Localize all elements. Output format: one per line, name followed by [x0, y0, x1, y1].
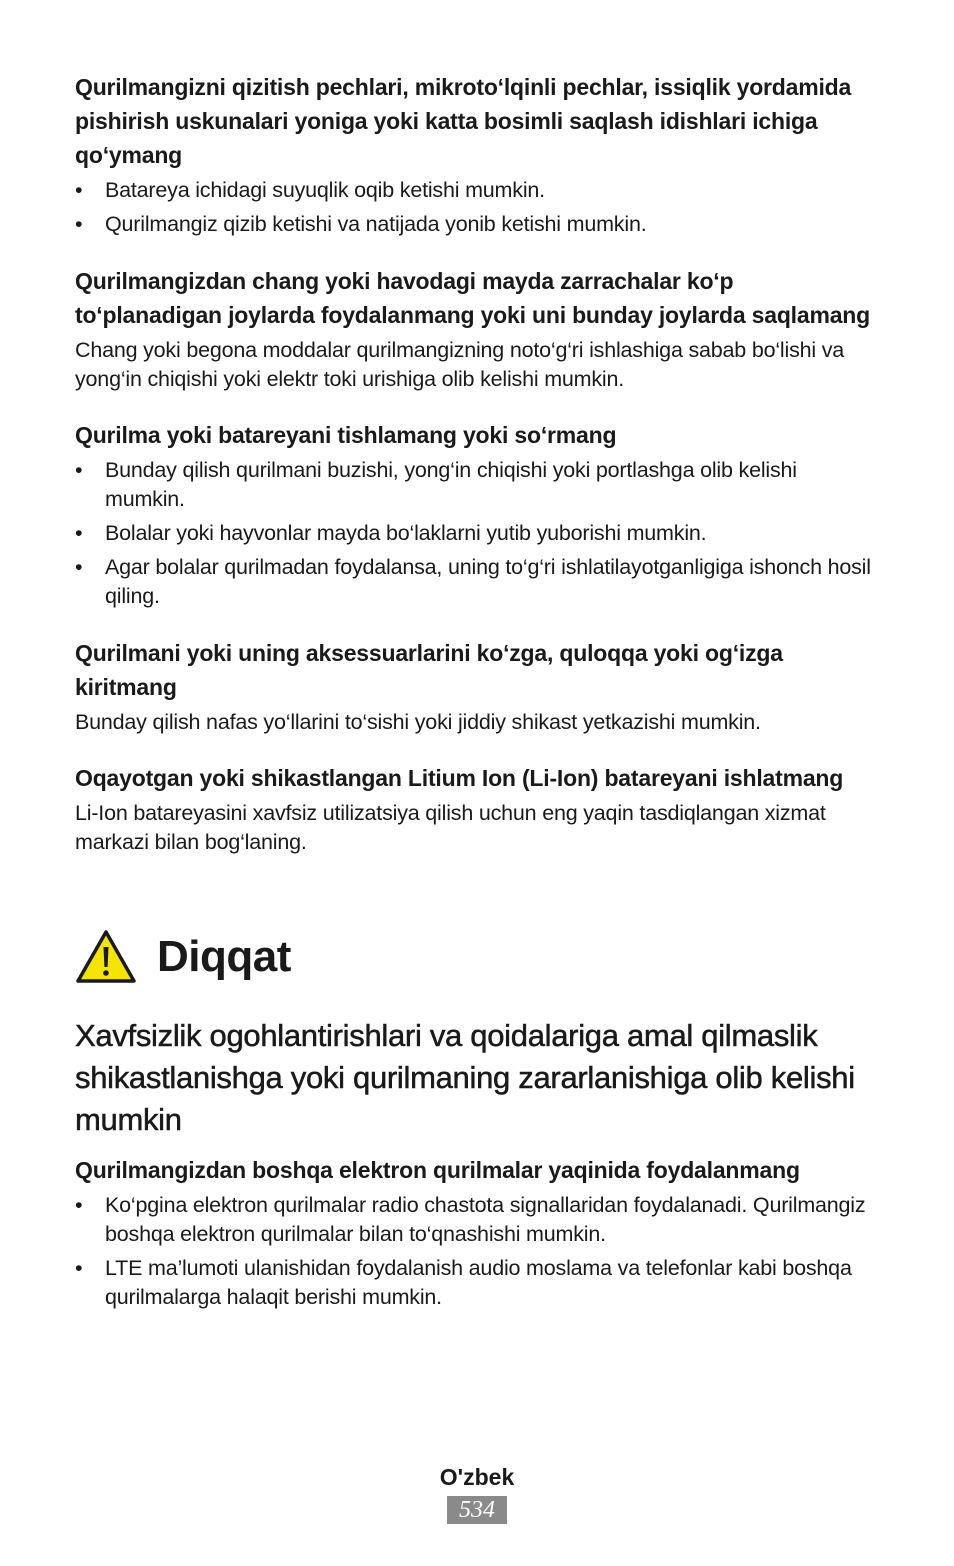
- section-heading: Qurilmangizdan chang yoki havodagi mayda zarrachalar ko‘p to‘planadigan joylarda foydalanmang yoki uni bunday joylarda saqlamang: [75, 268, 870, 328]
- section-text: Chang yoki begona moddalar qurilmangizning noto‘g‘ri ishlashiga sabab bo‘lishi va yong‘in chiqishi yoki elektr toki urishiga olib kelishi mumkin.: [75, 338, 845, 391]
- list-item: [75, 1254, 875, 1312]
- page-footer: [0, 1462, 954, 1524]
- warning-triangle-icon: [75, 929, 137, 985]
- list-item-text: Qurilmangiz qizib ketishi va natijada yonib ketishi mumkin.: [105, 212, 647, 236]
- bullet-marker: •: [75, 1193, 83, 1217]
- list-item: [75, 519, 875, 548]
- bullet-marker: •: [75, 178, 83, 202]
- list-item: [75, 176, 875, 205]
- list-item-text: Batareya ichidagi suyuqlik oqib ketishi mumkin.: [105, 178, 545, 202]
- list-item-text: LTE ma’lumoti ulanishidan foydalanish audio moslama va telefonlar kabi boshqa qurilmalarga halaqit berishi mumkin.: [105, 1256, 852, 1309]
- section-heading: Qurilmani yoki uning aksessuarlarini ko‘zga, quloqqa yoki og‘izga kiritmang: [75, 640, 783, 700]
- page-content: [75, 70, 875, 1317]
- list-item-text: Ko‘pgina elektron qurilmalar radio chastota signallaridan foydalanadi. Qurilmangiz boshqa elektron qurilmalar bilan to‘qnashishi mumkin.: [105, 1193, 866, 1246]
- list-item: [75, 1191, 875, 1249]
- bullet-marker: •: [75, 458, 83, 482]
- list-item-text: Bunday qilish qurilmani buzishi, yong‘in chiqishi yoki portlashga olib kelishi mumkin.: [105, 458, 797, 511]
- bullet-marker: •: [75, 555, 83, 579]
- section-heading: Qurilma yoki batareyani tishlamang yoki so‘rmang: [75, 422, 617, 448]
- list-item: [75, 553, 875, 611]
- list-item-text: Agar bolalar qurilmadan foydalansa, uning to‘g‘ri ishlatilayotganligiga ishonch hosil qiling.: [105, 555, 871, 608]
- list-item: [75, 210, 875, 239]
- bullet-marker: •: [75, 212, 83, 236]
- caution-subtitle: Xavfsizlik ogohlantirishlari va qoidalariga amal qilmaslik shikastlanishga yoki qurilmaning zararlanishiga olib kelishi mumkin: [75, 1018, 855, 1137]
- bullet-marker: •: [75, 521, 83, 545]
- bullet-marker: •: [75, 1256, 83, 1280]
- caution-header: [75, 917, 875, 997]
- bullet-list: [75, 1191, 875, 1312]
- page-number: 534: [447, 1496, 507, 1524]
- footer-language: O'zbek: [439, 1464, 515, 1490]
- list-item-text: Bolalar yoki hayvonlar mayda bo‘laklarni yutib yuborishi mumkin.: [105, 521, 707, 545]
- section-heading: Oqayotgan yoki shikastlangan Litium Ion (Li-Ion) batareyani ishlatmang: [75, 765, 844, 791]
- bullet-list: [75, 456, 875, 611]
- caution-title: Diqqat: [157, 932, 291, 981]
- section-text: Bunday qilish nafas yo‘llarini to‘sishi yoki jiddiy shikast yetkazishi mumkin.: [75, 710, 761, 734]
- section-heading: Qurilmangizni qizitish pechlari, mikroto‘lqinli pechlar, issiqlik yordamida pishirish uskunalari yoniga yoki katta bosimli saqlash idishlari ichiga qo‘ymang: [75, 74, 852, 168]
- list-item: [75, 456, 875, 514]
- section-heading: Qurilmangizdan boshqa elektron qurilmalar yaqinida foydalanmang: [75, 1157, 800, 1183]
- bullet-list: [75, 176, 875, 239]
- section-text: Li-Ion batareyasini xavfsiz utilizatsiya qilish uchun eng yaqin tasdiqlangan xizmat markazi bilan bog‘laning.: [75, 801, 826, 854]
